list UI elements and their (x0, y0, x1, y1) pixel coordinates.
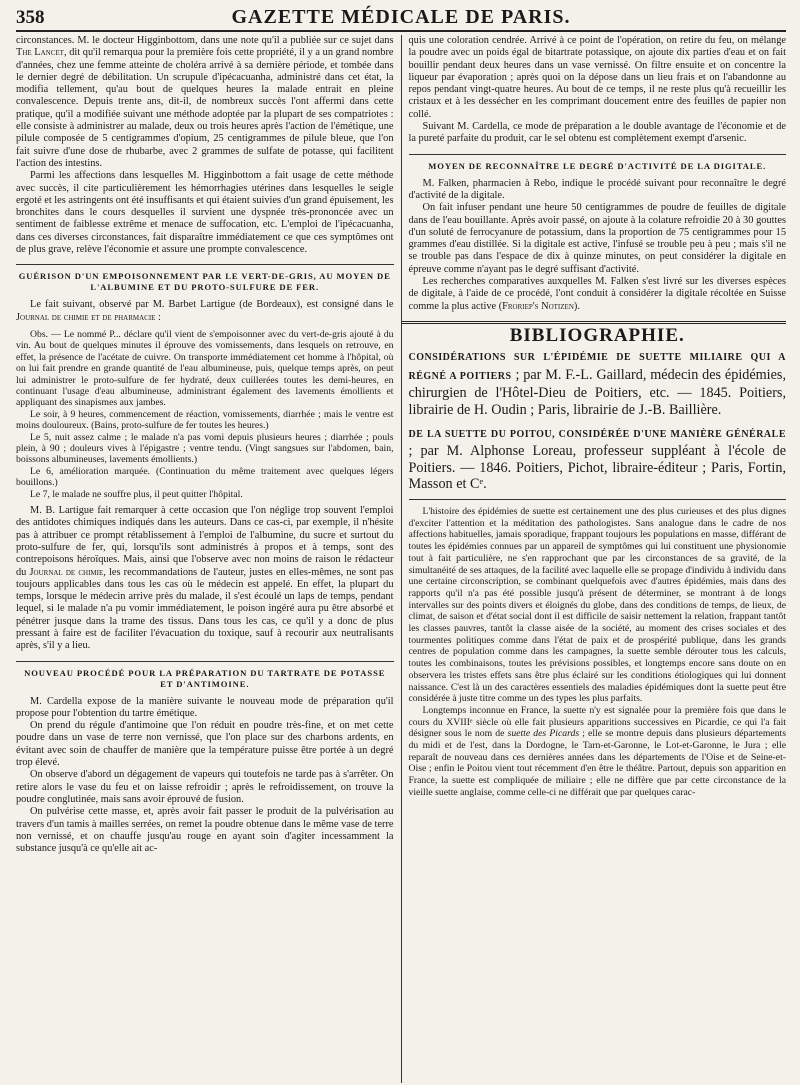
paragraph: Longtemps inconnue en France, la suette n'y est signalée pour la première fois que dans le cours du XVIIIᵉ siècle où elle fait plusieurs apparitions successives en Picardie, ce qui l'a fait désigner sous le nom de suette des Picards ; elle se montre depuis dans plusieurs départements du midi et de l'est, dans la Dordogne, le Tarn-et-Garonne, le Lot-et-Garonne, le Jura ; elle reparaît de nouveau dans ces dernières années dans les départements de l'Oise et de Seine-et-Oise ; enfin le Poitou vient tout récemment d'en être le théâtre. Partout, depuis son apparition en France, la suette est compliquée de miliaire ; elle ne diffère que par cette circonstance de la vieille suette anglaise, comme celle-ci ne différait que par quelques carac- (408, 704, 786, 798)
journal-name: The Lancet (16, 47, 64, 59)
paragraph: On prend du régule d'antimoine que l'on réduit en poudre très-fine, et on met cette poudre dans un vase de terre non vernissé, que l'on place sur des charbons ardents, en évitant avec soin de chauffer de manière que la température puisse être portée à un degré trop élevé. (16, 720, 394, 769)
paragraph: Les recherches comparatives auxquelles M. Falken s'est livré sur les diverses espèces de digitale, à l'aide de ce procédé, l'ont conduit à considérer la digitale récoltée en Suisse comme la plus active (Froriep's Notizen). (408, 276, 786, 312)
right-column (401, 35, 787, 1083)
paragraph: M. Cardella expose de la manière suivante le nouveau mode de préparation qu'il propose pour l'obtention du tartre émétique. (16, 695, 394, 719)
paragraph: On fait infuser pendant une heure 50 centigrammes de poudre de feuilles de digitale dans de l'eau bouillante. Après avoir passé, on ajoute à la colature refroidie 20 à 30 gouttes d'un soluté de ferrocyanure de potassium, dans la proportion de 75 centigrammes pour 15 grammes d'eau distillée. Si la digitale est active, l'infusé se trouble peu à peu ; mais s'il ne se trouble pas dans l'espace de dix à quinze minutes, on peut considérer la digitale en épreuve comme n'ayant pas le degré suffisant d'activité. (408, 202, 786, 275)
paragraph: On pulvérise cette masse, et, après avoir fait passer le produit de la pulvérisation au travers d'un tamis à mailles serrées, on remet la poudre obtenue dans le même vase de terre non vernissé, et on chauffe jusqu'au rouge en ayant soin d'agiter incessamment la substance jusqu'à ce qu'elle ait ac- (16, 806, 394, 855)
term: suette des Picards (507, 728, 580, 740)
review-text (409, 506, 787, 799)
section-heading-digitale: MOYEN DE RECONNAÎTRE LE DEGRÉ D'ACTIVITÉ DE LA DIGITALE. (409, 154, 787, 172)
journal-name: Journal de chimie et de pharmacie (16, 311, 156, 323)
page-header (16, 6, 786, 32)
paragraph: L'histoire des épidémies de suette est certainement une des plus curieuses et des plus dignes d'exciter l'attention et la méditation des pathologistes. Sans analogue dans le cadre de nos affections habituelles, jamais sporadique, frappant toujours les populations en masse, différant de toutes les épidémies connues par un appareil de symptômes qui lui constituent une physionomie tout à fait particulière, ne s'en rapprochant que par les circonstances de sa gravité, de la simultanéité de ses attaques, de la facilité avec laquelle elle se propage d'individu à individu dans une certaine circonscription, se combinant quelquefois avec d'autres épidémies, mais dans des rapports qu'il n'a pas été possible jusqu'à présent de déterminer, se montrant à de longs intervalles sur des points divers et éloignés du globe, dans des conditions de temps, de lieux, de climat, de saison et d'état social dont il est difficile de saisir nettement la relation, frappant tantôt les classes pauvres, tantôt la classe aisée de la société, au moment des crises sociales et des tourmentes politiques comme dans l'état de paix et de prospérité publique, dans les grands centres de population comme dans les campagnes, la suette semble dérouter tous les calculs, toutes les combinaisons, toutes les prévisions possibles, et longtemps encore sans doute on en observera les tristes effets sans être plus éclairé sur les conditions étiologiques qui lui donnent naissance. C'est là un des caractères essentiels des maladies épidémiques dont la suette peut être considérée à juste titre comme un des types les plus parfaits. (408, 505, 786, 705)
observation-text: Le soir, à 9 heures, commencement de réaction, vomissements, diarrhée ; mais le ventre est moins douloureux. (Bains, proto-sulfure de fer toutes les heures.) (16, 408, 394, 432)
journal-title: GAZETTE MÉDICALE DE PARIS. (231, 6, 571, 28)
reference-name: Froriep's Notizen (502, 300, 574, 312)
bibliography-entry: CONSIDÉRATIONS SUR L'ÉPIDÉMIE DE SUETTE MILIAIRE QUI A RÉGNÉ A POITIERS ; par M. F.-L. Gaillard, médecin des épidémies, chirurgien de l'Hôtel-Dieu de Poitiers, etc. — 1845. Poitiers, librairie de H. Oudin ; Paris, librairie de J.-B. Baillière. (408, 352, 786, 419)
paragraph: On observe d'abord un dégagement de vapeurs qui toutefois ne tarde pas à s'arrêter. On retire alors le vase du feu et on laisse refroidir ; après le refroidissement, on trouve la poudre conglutinée, mais sans avoir éprouvé de fusion. (16, 769, 394, 805)
paragraph: Suivant M. Cardella, ce mode de préparation a le double avantage de l'économie et de la pureté parfaite du produit, car le sel obtenu est complètement exempt d'arsenic. (408, 121, 786, 145)
paragraph: quis une coloration cendrée. Arrivé à ce point de l'opération, on retire du feu, on mélange la poudre avec un poids égal de bitartrate potassique, on ajoute dix parties d'eau et on fait bouillir pendant deux heures dans un vase vernissé. On filtre ensuite et on concentre la liqueur par évaporation ; après quoi on la dépose dans un lieu frais et on l'abandonne au repos pendant vingt-quatre heures. Au bout de ce temps, il ne reste plus qu'à recueillir les cristaux et à les dessécher en les comprimant doucement entre des feuilles de papier non collé. (408, 35, 786, 120)
observation-text: Le 7, le malade ne souffre plus, il peut quitter l'hôpital. (30, 488, 243, 500)
section-divider (402, 321, 787, 324)
paragraph: M. Falken, pharmacien à Rebo, indique le procédé suivant pour reconnaître le degré d'activité de la digitale. (408, 177, 786, 201)
observation-text: Obs. — Le nommé P... déclare qu'il vient de s'empoisonner avec du vert-de-gris ajouté à du vin. Au bout de quelques minutes il éprouve des vomissements, dans lesquels on retrouve, en effet, la présence de l'acétate de cuivre. On transporte immédiatement cet homme à l'hôpital, où on lui fait prendre en grande quantité de l'eau albumineuse, puis, quelque temps après, on peut lui administrer le proto-sulfure de fer hydraté, deux cuillerées toutes les demi-heures, en continuant l'usage d'eau albumineuse, administrant également des lavements émollients et appliquant des sinapismes aux jambes. (16, 328, 394, 409)
bibliography-entry: DE LA SUETTE DU POITOU, CONSIDÉRÉE D'UNE MANIÈRE GÉNÉRALE ; par M. Alphonse Loreau, professeur suppléant à l'école de Poitiers. — 1846. Poitiers, Pichot, libraire-éditeur ; Paris, Fortin, Masson et Cᵉ. (408, 428, 786, 493)
paragraph: circonstances. M. le docteur Higginbottom, dans une note qu'il a publiée sur ce sujet dans The Lancet, dit qu'il remarqua pour la première fois cette propriété, il y a un grand nombre d'années, chez une femme atteinte de choléra arrivé à sa dernière période, et tombée dans le dernier degré de débilitation. Un scrupule d'ipécacuanha, administré dans cet état, la modifia tellement, qu'au bout de quelques heures la malade entrait en pleine convalescence. Depuis trente ans, dit-il, de nombreux succès l'ont affermi dans cette pratique, qu'il a modifiée suivant une méthode adoptée par la plupart de ses compatriotes : elle consiste à administrer au malade, deux ou trois heures après l'action de l'émétique, une pilule composée de 5 centigrammes d'opium, 25 centigrammes de pilule bleue, que l'on fait suivre d'une dose de rhubarbe, avec 2 grammes de sulfate de potasse, qui facilitent l'action des intestins. (16, 35, 394, 169)
paragraph: Parmi les affections dans lesquelles M. Higginbottom a fait usage de cette méthode avec succès, il cite particulièrement les hémorrhagies utérines dans lesquelles le seigle ergoté et les astringents ont été insuffisants et qui étaient suivies d'un grand épuisement, les bronchites dans le cours desquelles il survient une dyspnée très-prononcée avec un sentiment de faiblesse extrême et menace de suffocation, etc. L'emploi de l'ipécacuanha, dans ces diverses circonstances, fait disparaître immédiatement ce que ces symptômes ont de plus grave, relève l'économie et assure une prompte convalescence. (16, 170, 394, 256)
left-column (16, 35, 401, 1083)
section-heading-verdigris: GUÉRISON D'UN EMPOISONNEMENT PAR LE VERT-DE-GRIS, AU MOYEN DE L'ALBUMINE ET DU PROTO-SULFURE DE FER. (16, 264, 394, 293)
journal-name: Journal de chimie (29, 566, 104, 578)
case-observation (16, 329, 394, 500)
paragraph: Le fait suivant, observé par M. Barbet Lartigue (de Bordeaux), est consigné dans le Journal de chimie et de pharmacie : (16, 299, 394, 323)
two-column-body (16, 35, 786, 1083)
paragraph: M. B. Lartigue fait remarquer à cette occasion que l'on néglige trop souvent l'emploi des antidotes chimiques indiqués dans les auteurs. Dans ce cas-ci, par exemple, il n'hésite pas à attribuer ce prompt rétablissement à l'emploi de l'albumine, du sucre et surtout du proto-sulfure de fer, qui, lorsqu'ils sont administrés à propos et à temps, sont des contrepoisons héroïques. Mais, ainsi que l'observe avec non moins de raison le rédacteur du Journal de chimie, les recommandations de l'auteur, justes en elles-mêmes, ne sont pas toujours applicables dans tous les cas où le médecin est appelé. En effet, la plupart du temps, lorsque le médecin arrive près du malade, il s'est écoulé un laps de temps, pendant lequel, si le malade n'a pu vomir immédiatement, le poison ingéré aura pu être absorbé et pénétrer jusque dans la trame des tissus. Dans tous les cas, ce qu'il y a donc de plus pressant à faire est de faciliter l'évacuation du toxique, sauf à recourir aux neutralisants après, s'il y a lieu. (16, 505, 394, 652)
observation-text: Le 6, amélioration marquée. (Continuation du même traitement avec quelques légers bouillons.) (16, 465, 394, 489)
observation-text: Le 5, nuit assez calme ; le malade n'a pas vomi depuis plusieurs heures ; diarrhée ; pouls plein, à 90 ; douleurs vives à l'épigastre ; ventre tendu. (Vingt sangsues sur l'abdomen, bain, boissons albumineuses, lavements émollients.) (16, 431, 394, 466)
bibliography-title: BIBLIOGRAPHIE. (509, 324, 685, 346)
section-heading-tartrate: NOUVEAU PROCÉDÉ POUR LA PRÉPARATION DU TARTRATE DE POTASSE ET D'ANTIMOINE. (16, 661, 394, 690)
page-number: 358 (16, 7, 45, 28)
divider (409, 499, 787, 500)
